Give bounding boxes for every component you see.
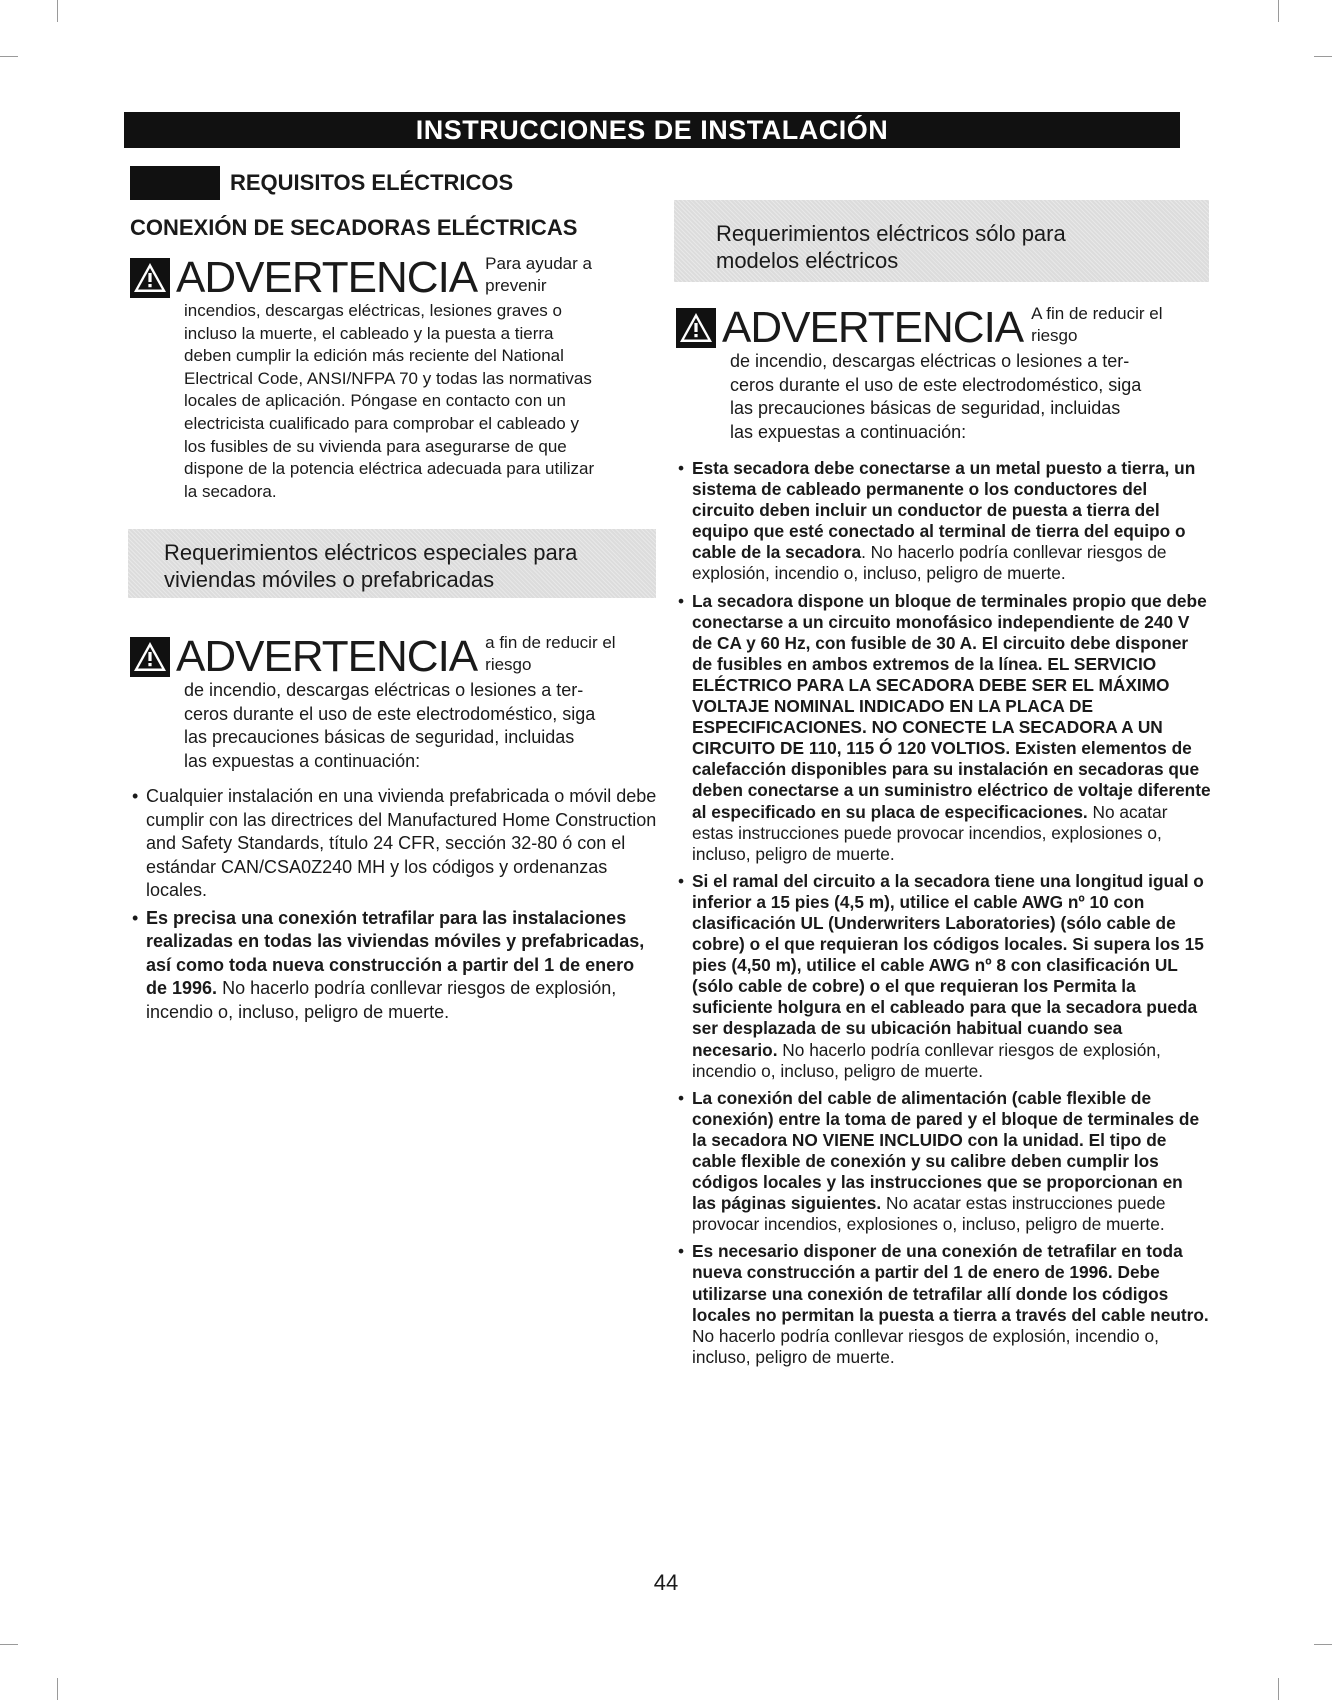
warning-line: Electrical Code, ANSI/NFPA 70 y todas las normativas xyxy=(184,368,592,388)
warning-line: incluso la muerte, el cableado y la puesta a tierra xyxy=(184,323,554,343)
warning-block xyxy=(130,253,658,503)
body-text: No acatar estas instrucciones puede provocar incendios, explosiones o, incluso, peligro de muerte. xyxy=(692,1193,1166,1235)
banner-line: Requerimientos eléctricos sólo para xyxy=(716,221,1066,246)
bold-text: La secadora dispone un bloque de terminales propio que debe conectarse a un circuito monofásico independiente de 240 V de CA y 60 Hz, con fusible de 30 A. El circuito debe disponer de fusibles en ambos extremos de la línea. EL SERVICIO ELÉCTRICO PARA LA SECADORA DEBE SER EL MÁXIMO VOLTAJE NOMINAL INDICADO EN LA PLACA DE ESPECIFICACIONES. NO CONECTE LA SECADORA A UN CIRCUITO DE 110, 115 Ó 120 VOLTIOS. Existen elementos de calefacción disponibles para su instalación en secadoras que deben conectarse a un suministro eléctrico de voltaje diferente al especificado en su placa de especificaciones. xyxy=(692,590,1211,822)
warning-body xyxy=(730,350,1211,444)
list-item xyxy=(676,871,1211,1082)
warning-line: electricista cualificado para comprobar el cableado y xyxy=(184,413,579,433)
warning-line: las expuestas a continuación: xyxy=(184,750,421,771)
list-item xyxy=(676,591,1211,865)
list-item xyxy=(130,785,658,903)
bold-text: Es precisa una conexión tetrafilar para las instalaciones realizadas en todas las viviendas móviles y prefabricadas, así como toda nueva construcción a partir del 1 de enero de 1996. xyxy=(146,907,645,999)
warning-lead-text: a fin de reducir el riesgo xyxy=(485,633,616,675)
warning-line: la secadora. xyxy=(184,481,277,501)
crop-mark xyxy=(1314,56,1332,57)
banner-line: modelos eléctricos xyxy=(716,248,899,273)
body-text: No hacerlo podría conllevar riesgos de explosión, incendio o, incluso, peligro de muerte. xyxy=(146,978,617,1022)
info-banner xyxy=(674,200,1209,282)
list-item xyxy=(676,1241,1211,1368)
warning-label: ADVERTENCIA xyxy=(176,253,478,302)
warning-line: dispone de la potencia eléctrica adecuada para utilizar xyxy=(184,459,595,479)
bold-text: Si el ramal del circuito a la secadora tiene una longitud igual o inferior a 15 pies (4,5 m), utilice el cable AWG nº 10 con clasificación UL (Underwriters Laboratories) (sólo cable de cobre) o el que requieran los códigos locales. Si supera los 15 pies (4,50 m), utilice el cable AWG nº 8 con clasificación UL (sólo cable de cobre) o el que requieran los Permita la suficiente holgura en el cableado para que la secadora pueda ser desplazada de su ubicación habitual cuando sea necesario. xyxy=(692,870,1204,1060)
crop-mark xyxy=(1278,1678,1279,1700)
section-heading xyxy=(130,165,658,201)
requirements-list xyxy=(130,785,658,1024)
bold-text: La conexión del cable de alimentación (cable flexible de conexión) entre la toma de pared y el bloque de terminales de la secadora NO VIENE INCLUIDO con la unidad. El tipo de cable flexible de conexión y su calibre deben cumplir los códigos locales y las instrucciones que se proporcionan en las páginas siguientes. xyxy=(692,1087,1200,1214)
warning-line: incendios, descargas eléctricas, lesiones graves o xyxy=(184,301,562,320)
info-banner xyxy=(128,529,656,598)
warning-line: locales de aplicación. Póngase en contacto con un xyxy=(184,391,566,411)
warning-line: ceros durante el uso de este electrodoméstico, siga xyxy=(730,374,1142,395)
warning-line: de incendio, descargas eléctricas o lesiones a ter- xyxy=(730,351,1130,371)
warning-block xyxy=(676,303,1211,444)
warning-line: los fusibles de su vivienda para asegurarse de que xyxy=(184,436,567,456)
warning-line: las expuestas a continuación: xyxy=(730,421,967,442)
page-number: 44 xyxy=(653,1570,679,1595)
banner-line: viviendas móviles o prefabricadas xyxy=(164,567,495,593)
list-item xyxy=(130,907,658,1025)
section-title: REQUISITOS ELÉCTRICOS xyxy=(230,170,514,195)
warning-label: ADVERTENCIA xyxy=(722,303,1024,352)
warning-triangle-icon xyxy=(130,258,170,298)
body-text: No hacerlo podría conllevar riesgos de explosión, incendio o, incluso, peligro de muerte. xyxy=(692,1039,1161,1081)
bold-text: Esta secadora debe conectarse a un metal puesto a tierra, un sistema de cableado permanente o los conductores del circuito deben incluir un conductor de puesta a tierra del equipo que esté conectado al terminal de tierra del equipo o cable de la secadora xyxy=(692,458,1196,563)
body-text: Cualquier instalación en una vivienda prefabricada o móvil debe cumplir con las directrices del Manufactured Home Construction and Safety Standards, título 24 CFR, sección 32-80 ó con el estándar CAN/CSA0Z240 MH y los códigos y ordenanzas locales. xyxy=(146,786,657,901)
list-item xyxy=(676,458,1211,585)
warning-line: ceros durante el uso de este electrodoméstico, siga xyxy=(184,703,596,724)
warning-triangle-icon xyxy=(676,308,716,348)
page-header-title: INSTRUCCIONES DE INSTALACIÓN xyxy=(124,112,1180,148)
warning-triangle-icon xyxy=(130,637,170,677)
body-text: . No hacerlo podría conllevar riesgos de explosión, incendio o, incluso, peligro de muerte. xyxy=(692,542,1167,584)
warning-lead-text: A fin de reducir el riesgo xyxy=(1031,304,1163,345)
right-column xyxy=(676,200,1211,1374)
warning-line: las precauciones básicas de seguridad, incluidas xyxy=(730,398,1121,418)
warning-line: de incendio, descargas eléctricas o lesiones a ter- xyxy=(184,680,584,701)
crop-mark xyxy=(57,0,58,22)
body-text: No hacerlo podría conllevar riesgos de explosión, incendio o, incluso, peligro de muerte. xyxy=(692,1325,1159,1367)
warning-label: ADVERTENCIA xyxy=(176,632,478,682)
crop-mark xyxy=(1314,1644,1332,1645)
warning-block xyxy=(130,632,658,773)
section-marker xyxy=(130,166,220,200)
crop-mark xyxy=(57,1678,58,1700)
crop-mark xyxy=(1278,0,1279,22)
body-text: No acatar estas instrucciones puede provocar incendios, explosiones o, incluso, peligro de muerte. xyxy=(692,801,1168,864)
warning-lead-text: Para ayudar a prevenir xyxy=(485,254,592,295)
list-item xyxy=(676,1088,1211,1236)
warning-line: las precauciones básicas de seguridad, incluidas xyxy=(184,727,575,748)
warning-line: deben cumplir la edición más reciente del National xyxy=(184,346,564,366)
requirements-list xyxy=(676,458,1211,1368)
crop-mark xyxy=(0,1644,18,1645)
warning-body xyxy=(184,679,658,773)
warning-body xyxy=(184,300,658,503)
crop-mark xyxy=(0,56,18,57)
bold-text: Es necesario disponer de una conexión de tetrafilar en toda nueva construcción a partir del 1 de enero de 1996. Debe utilizarse una conexión de tetrafilar allí donde los códigos locales no permitan la puesta a tierra a través del cable neutro. xyxy=(692,1241,1209,1325)
left-column xyxy=(130,165,658,1028)
sub-title: CONEXIÓN DE SECADORAS ELÉCTRICAS xyxy=(130,215,578,240)
banner-line: Requerimientos eléctricos especiales para xyxy=(164,540,578,566)
